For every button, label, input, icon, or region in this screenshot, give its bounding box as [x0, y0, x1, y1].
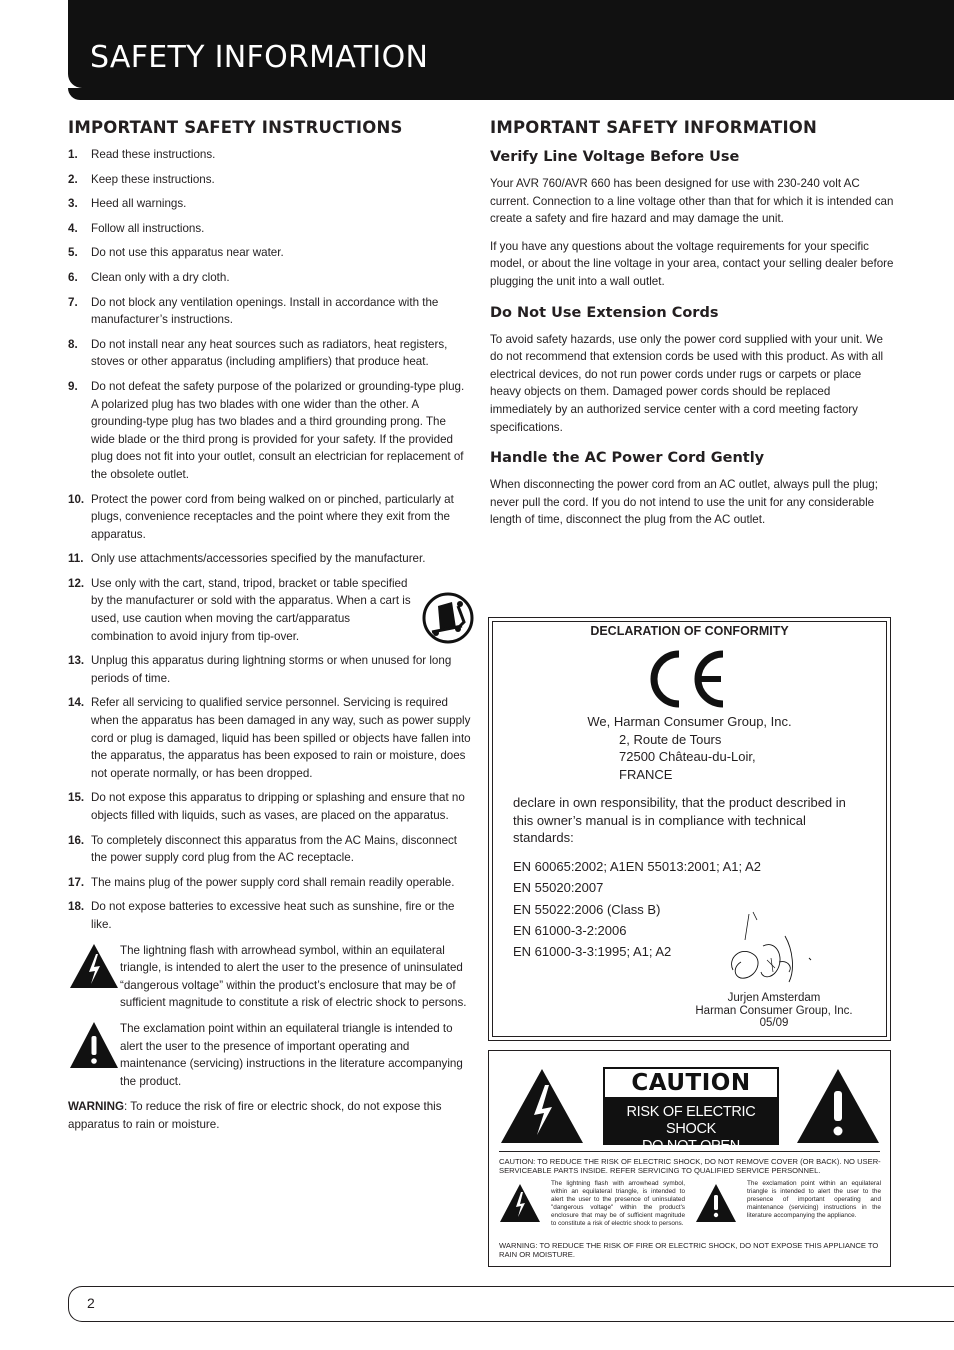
instruction-text: Follow all instructions. [91, 221, 205, 235]
lightning-symbol-note [68, 942, 472, 1012]
standard-item: EN 55022:2006 (Class B) [513, 901, 661, 917]
address-line: 72500 Château-du-Loir, [619, 749, 756, 764]
instruction-item [68, 336, 472, 371]
instruction-item [68, 220, 472, 238]
instruction-text: Only use attachments/accessories specified by the manufacturer. [91, 552, 426, 566]
section-paragraph: To avoid safety hazards, use only the power cord supplied with your unit. We do not recommend that extension cords be used with this product. As with all electrical devices, do not run power cords under rugs or carpets or place heavy objects on them. Damaged power cords should be replaced immediately by an authorized service center with a cord meeting factory specifications. [490, 332, 884, 434]
caution-cover-text: CAUTION: TO REDUCE THE RISK OF ELECTRIC SHOCK, DO NOT REMOVE COVER (OR BACK). NO USER-SERVICEABLE PARTS INSIDE. REFER SERVICING TO QUALIFIED SERVICE PERSONNEL. [499, 1157, 881, 1175]
cart-warning-icon [422, 592, 474, 644]
instruction-item [68, 491, 472, 544]
instruction-text: Heed all warnings. [91, 197, 187, 211]
instruction-number: 4. [68, 221, 78, 235]
caution-exclamation-text: The exclamation point within an equilateral triangle is intended to alert the user to the presence of important operating and maintenance (servicing) instructions in the literature accompanying the appliance. [747, 1180, 881, 1219]
instructions-list [68, 146, 472, 934]
standard-item: EN 55020:2007 [513, 880, 604, 896]
caution-subtext [605, 1097, 777, 1154]
instruction-text: Protect the power cord from being walked on or pinched, particularly at plugs, convenience receptacles and the point where they exit from the apparatus. [91, 492, 454, 541]
warning-text: : To reduce the risk of fire or electric shock, do not expose this apparatus to rain or moisture. [68, 1100, 442, 1131]
exclamation-triangle-icon [795, 1067, 881, 1145]
header-underbar [68, 88, 954, 100]
instruction-number: 3. [68, 197, 78, 211]
section-heading: Verify Line Voltage Before Use [490, 149, 740, 165]
safety-instructions-column [68, 118, 472, 1144]
instruction-item [68, 874, 472, 892]
instruction-number: 16. [68, 833, 85, 847]
instruction-item [68, 789, 472, 824]
signer-company: Harman Consumer Group, Inc. [695, 1004, 853, 1017]
address-line: 2, Route de Tours [619, 731, 722, 747]
instruction-number: 10. [68, 492, 85, 506]
exclamation-triangle-icon [68, 1020, 120, 1070]
instruction-number: 11. [68, 552, 84, 566]
instruction-text: Do not expose this apparatus to dripping or splashing and ensure that no objects filled with liquids, such as vases, are placed on the apparatus. [91, 791, 465, 822]
signature-image [723, 910, 833, 990]
instruction-item [68, 652, 472, 687]
address-line: FRANCE [619, 766, 673, 782]
lightning-triangle-icon [68, 942, 120, 990]
safety-information-column [490, 118, 894, 539]
section-paragraph: When disconnecting the power cord from an AC outlet, always pull the plug; never pull the cord. If you do not intend to use the unit for any considerable length of time, disconnect the plug from the AC outlet. [490, 478, 878, 527]
instruction-text: Do not defeat the safety purpose of the polarized or grounding-type plug. A polarized plug has two blades with one wider than the other. A grounding-type plug has two blades and a third grounding prong. The wide blade or the third prong is provided for your safety. If the provided plug does not fit into your outlet, consult an electrician for replacement of the obsolete outlet. [91, 379, 465, 481]
caution-subtext-line: DO NOT OPEN [642, 1138, 740, 1154]
declaration-of-conformity-box [488, 617, 891, 1041]
section-heading: Handle the AC Power Cord Gently [490, 450, 765, 467]
safety-instructions-title: IMPORTANT SAFETY INSTRUCTIONS [68, 118, 403, 137]
instruction-item [68, 898, 472, 933]
caution-subtext-line: RISK OF ELECTRIC SHOCK [626, 1104, 756, 1137]
lightning-symbol-text: The lightning flash with arrowhead symbol, within an equilateral triangle, is intended to alert the user to the presence of uninsulated “dangerous voltage” within the product’s enclosure that may be of sufficient magnitude to constitute a risk of electric shock to persons. [120, 943, 467, 1010]
instruction-number: 18. [68, 900, 85, 914]
instruction-number: 8. [68, 337, 78, 351]
standard-item: EN 61000-3-2:2006 [513, 922, 627, 938]
page-footer [68, 1286, 954, 1322]
instruction-number: 17. [68, 875, 85, 889]
instruction-item [68, 832, 472, 867]
caution-label-box [488, 1050, 891, 1267]
instruction-number: 6. [68, 270, 78, 284]
instruction-text: Read these instructions. [91, 148, 216, 161]
instruction-number: 7. [68, 295, 78, 309]
standard-item: EN 60065:2002; A1EN 55013:2001; A1; A2 [513, 859, 761, 874]
caution-warning-text: WARNING: TO REDUCE THE RISK OF FIRE OR ELECTRIC SHOCK, DO NOT EXPOSE THIS APPLIANCE TO RAIN OR MOISTURE. [499, 1241, 879, 1259]
declaration-date: 05/09 [759, 1017, 789, 1029]
instruction-item [68, 171, 472, 189]
instruction-item [68, 378, 472, 484]
caution-lightning-text: The lightning flash with arrowhead symbol, within an equilateral triangle, is intended to alert the user to the presence of uninsulated "dangerous voltage" within the product's enclosure that may be of sufficient magnitude to constitute a risk of electric shock to persons. [551, 1180, 685, 1227]
page-title: SAFETY INFORMATION [90, 40, 429, 75]
instruction-text: Do not use this apparatus near water. [91, 246, 284, 260]
instruction-text: To completely disconnect this apparatus from the AC Mains, disconnect the power supply cord plug from the AC receptacle. [91, 833, 458, 865]
instruction-item [68, 575, 472, 645]
instruction-number: 15. [68, 791, 85, 805]
caution-panel [603, 1067, 779, 1154]
section-paragraph: Your AVR 760/AVR 660 has been designed for use with 230-240 volt AC current. Connection to a line voltage other than that for which it is intended can create a safety and fire hazard and may damage the unit. [490, 177, 894, 226]
instruction-item [68, 694, 472, 782]
declaration-title: DECLARATION OF CONFORMITY [590, 624, 789, 638]
instruction-number: 9. [68, 379, 78, 393]
signer-name: Jurjen Amsterdam [727, 992, 821, 1004]
instruction-item [68, 146, 472, 164]
safety-information-sections [490, 149, 894, 529]
page-header [68, 0, 954, 100]
standard-item: EN 61000-3-3:1995; A1; A2 [513, 944, 672, 960]
exclamation-triangle-icon [695, 1183, 737, 1223]
instruction-text: Keep these instructions. [91, 172, 215, 186]
instruction-item [68, 244, 472, 262]
caution-divider [499, 1151, 880, 1152]
instruction-number: 14. [68, 696, 85, 710]
instruction-text: Do not block any ventilation openings. Install in accordance with the manufacturer’s instructions. [91, 295, 439, 327]
safety-information-title: IMPORTANT SAFETY INFORMATION [490, 118, 818, 137]
instruction-number: 5. [68, 246, 78, 260]
exclamation-symbol-note [68, 1020, 472, 1090]
lightning-triangle-icon [499, 1067, 585, 1145]
ce-mark-icon [645, 648, 729, 710]
instruction-number: 12. [68, 576, 85, 590]
section-heading: Do Not Use Extension Cords [490, 304, 719, 321]
instruction-text: Use only with the cart, stand, tripod, bracket or table specified by the manufacturer or sold with the apparatus. When a cart is used, use caution when moving the cart/apparatus combination to avoid injury from tip-over. [91, 576, 411, 643]
page-number: 2 [87, 1295, 95, 1311]
instruction-number: 13. [68, 654, 85, 668]
signer-block [649, 992, 899, 1030]
instruction-item [68, 550, 472, 568]
address-line: We, Harman Consumer Group, Inc. [587, 714, 792, 729]
warning-label: WARNING [68, 1100, 125, 1114]
section-paragraph: If you have any questions about the voltage requirements for your specific model, or about the line voltage in your area, contact your selling dealer before plugging the unit into a wall outlet. [490, 239, 894, 288]
lightning-triangle-icon [499, 1183, 541, 1223]
instruction-number: 1. [68, 148, 78, 161]
instruction-item [68, 269, 472, 287]
caution-heading: CAUTION [605, 1069, 777, 1097]
instruction-text: Unplug this apparatus during lightning storms or when unused for long periods of time. [91, 654, 452, 685]
declaration-statement: declare in own responsibility, that the product described in this owner’s manual is in compliance with technical standards: [513, 795, 846, 845]
instruction-text: The mains plug of the power supply cord shall remain readily operable. [91, 875, 455, 889]
instruction-text: Clean only with a dry cloth. [91, 270, 230, 284]
manufacturer-address [489, 713, 890, 783]
instruction-number: 2. [68, 172, 78, 186]
warning-paragraph [68, 1098, 472, 1133]
instruction-text: Do not expose batteries to excessive heat such as sunshine, fire or the like. [91, 900, 455, 931]
instruction-item [68, 195, 472, 213]
exclamation-symbol-text: The exclamation point within an equilateral triangle is intended to alert the user to the presence of important operating and maintenance (servicing) instructions in the literature accompanying the product. [120, 1021, 463, 1088]
instruction-text: Refer all servicing to qualified service personnel. Servicing is required when the apparatus has been damaged in any way, such as power supply cord or plug is damaged, liquid has been spilled or objects have fallen into the apparatus, the apparatus has been exposed to rain or moisture, does not operate normally, or has been dropped. [91, 696, 471, 780]
instruction-item [68, 294, 472, 329]
instruction-text: Do not install near any heat sources such as radiators, heat registers, stoves or other apparatus (including amplifiers) that produce heat. [91, 337, 448, 369]
